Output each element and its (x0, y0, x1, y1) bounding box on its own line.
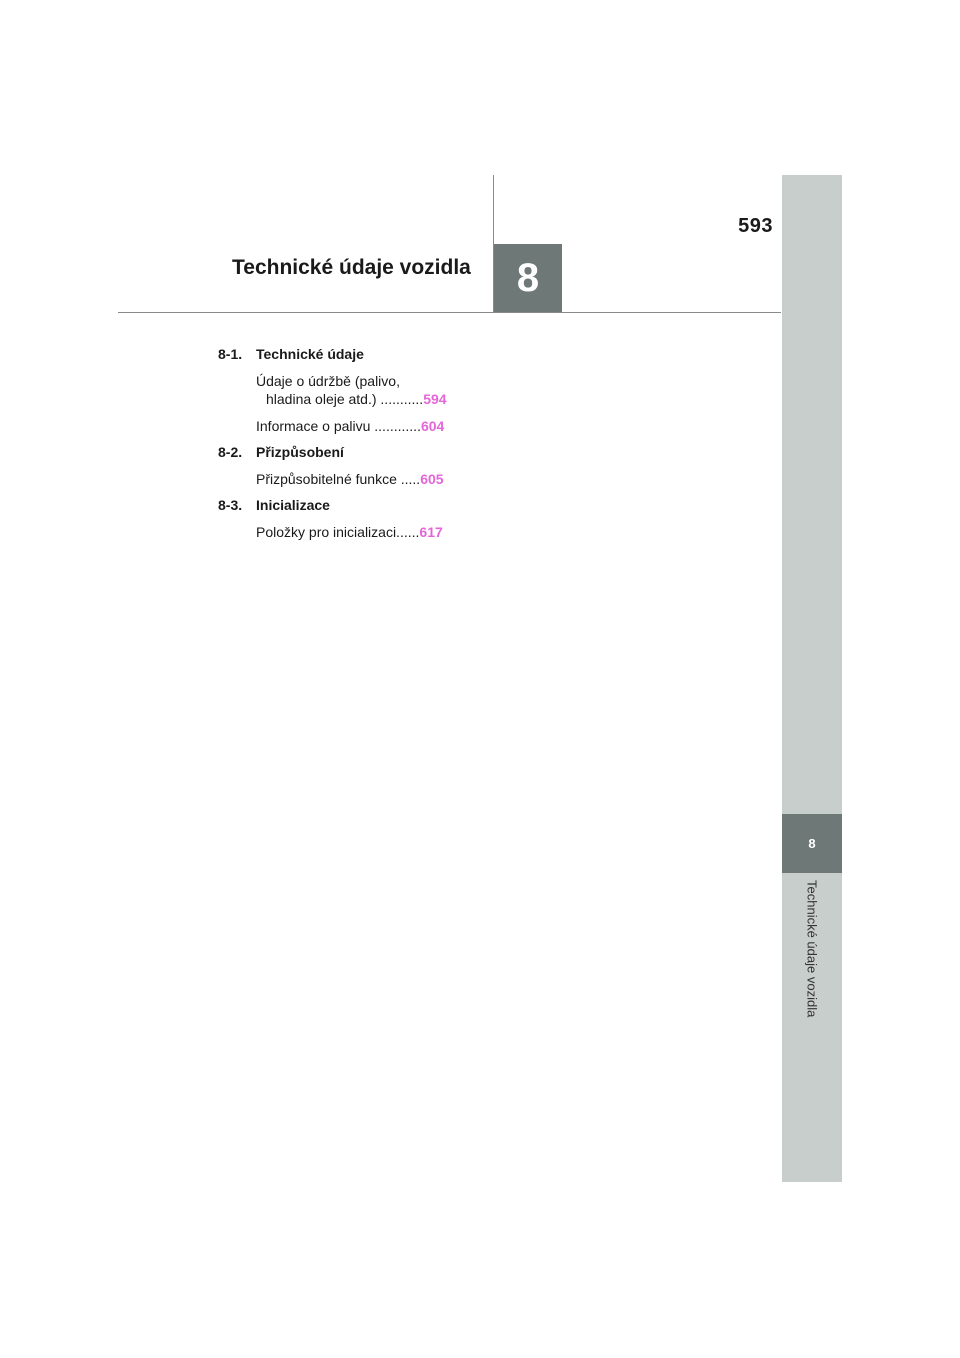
page-link-605[interactable]: 605 (420, 471, 444, 487)
section-number: 8-2. (218, 444, 243, 460)
toc-section-8-1 (218, 346, 468, 362)
section-title: Technické údaje (256, 346, 364, 362)
page-link-617[interactable]: 617 (419, 524, 443, 540)
page-link-594[interactable]: 594 (423, 391, 447, 407)
section-title: Inicializace (256, 497, 330, 513)
toc-entry-custom-features[interactable] (256, 470, 468, 488)
toc-entry-maintenance-data[interactable] (256, 372, 468, 408)
side-tab-number[interactable]: 8 (782, 814, 842, 873)
side-tab-label-container (782, 880, 842, 1060)
entry-text: Informace o palivu ............ (256, 418, 421, 434)
toc-entry-fuel-info[interactable] (256, 417, 468, 435)
entry-text: Přizpůsobitelné funkce ..... (256, 471, 421, 487)
table-of-contents (218, 346, 468, 550)
entry-text: Položky pro inicializaci...... (256, 524, 420, 540)
toc-section-8-2 (218, 444, 468, 460)
section-number: 8-3. (218, 497, 243, 513)
header-horizontal-rule (118, 312, 781, 313)
toc-section-8-3 (218, 497, 468, 513)
page-link-604[interactable]: 604 (420, 418, 445, 434)
toc-entry-init-items[interactable] (256, 523, 468, 541)
page-number: 593 (738, 215, 773, 237)
side-tab-label: Technické údaje vozidla (804, 880, 820, 1018)
chapter-number: 8 (516, 255, 540, 300)
section-number: 8-1. (218, 346, 243, 362)
entry-text-line2: hladina oleje atd.) ........... (266, 391, 424, 407)
section-title: Přizpůsobení (256, 444, 344, 460)
entry-text-line1: Údaje o údržbě (palivo, (256, 373, 400, 389)
chapter-title: Technické údaje vozidla (232, 256, 471, 279)
chapter-number-box (494, 244, 562, 312)
